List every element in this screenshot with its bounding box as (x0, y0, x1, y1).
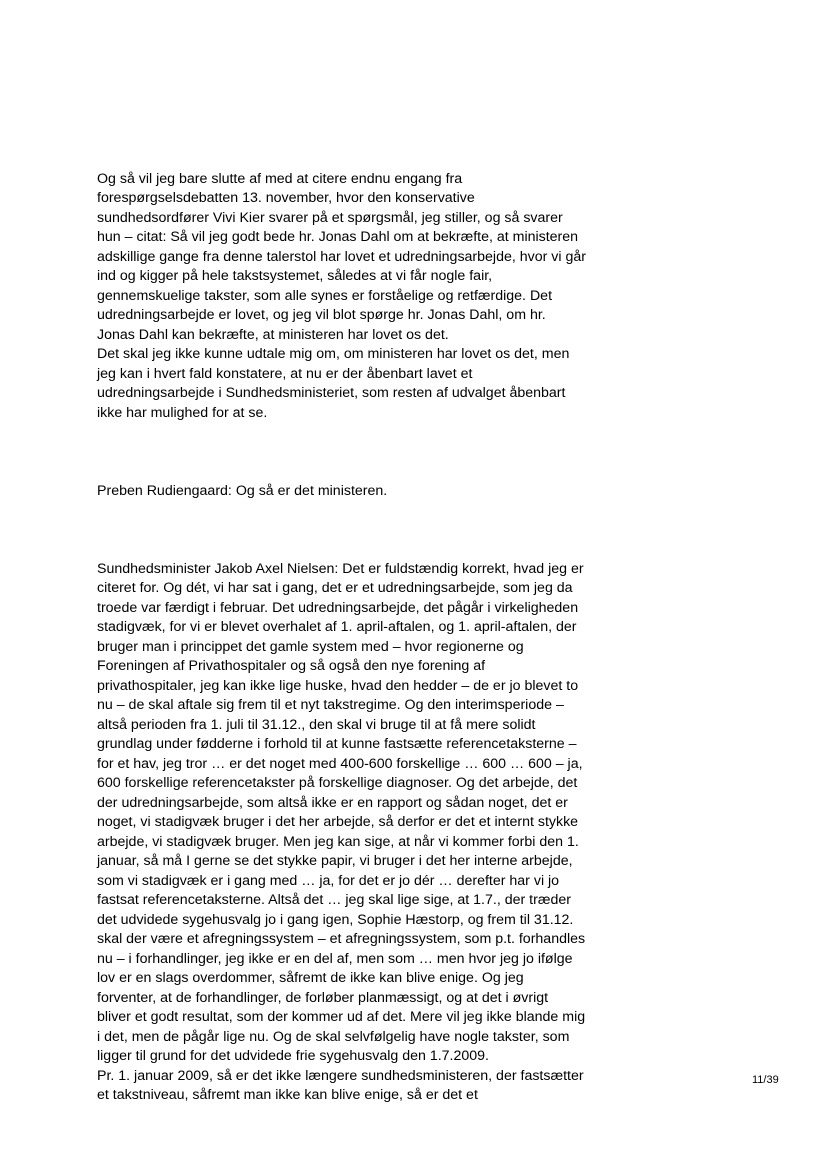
paragraph-quote-citation: Og så vil jeg bare slutte af med at citere endnu engang fra forespørgselsdebatten 13. november, hvor den konservative sundhedsordfører Vivi Kier svarer på et spørgsmål, jeg stiller, og så svarer hun – citat: Så vil jeg godt bede hr. Jonas Dahl om at bekræfte, at ministeren adskillige gange fra denne talerstol har lovet et udredningsarbejde, hvor vi går ind og kigger på hele takstsystemet, således at vi får nogle fair, gennemskuelige takster, som alle synes er forståelige og retfærdige. Det udredningsarbejde er lovet, og jeg vil blot spørge hr. Jonas Dahl, om hr. Jonas Dahl kan bekræfte, at ministeren har lovet os det. Det skal jeg ikke kunne udtale mig om, om ministeren har lovet os det, men jeg kan i hvert fald konstatere, at nu er der åbenbart lavet et udredningsarbejde i Sundhedsministeriet, som resten af udvalget åbenbart ikke har mulighed for at se. (97, 170, 586, 421)
paragraph-spacer (97, 521, 597, 541)
document-body (97, 150, 597, 1125)
paragraph-spacer (97, 443, 597, 463)
paragraph-minister-answer: Sundhedsminister Jakob Axel Nielsen: Det er fuldstændig korrekt, hvad jeg er citeret for. Og dét, vi har sat i gang, det er et udredningsarbejde, som jeg da troede var færdigt i februar. Det udredningsarbejde, det pågår i virkeligheden stadigvæk, for vi er blevet overhalet af 1. april-aftalen, og 1. april-aftalen, der bruger man i princippet det gamle system med – hvor regionerne og Foreningen af Privathospitaler og så også den nye forening af privathospitaler, jeg kan ikke lige huske, hvad den hedder – de er jo blevet to nu – de skal aftale sig frem til et nyt takstregime. Og den interimsperiode – altså perioden fra 1. juli til 31.12., den skal vi bruge til at få mere solidt grundlag under fødderne i forhold til at kunne fastsætte referencetaksterne – for et hav, jeg tror … er det noget med 400-600 forskellige … 600 … 600 – ja, 600 forskellige referencetakster på forskellige diagnoser. Og det arbejde, det der udredningsarbejde, som altså ikke er en rapport og sådan noget, det er noget, vi stadigvæk bruger i det her arbejde, så derfor er det et internt stykke arbejde, vi stadigvæk bruger. Men jeg kan sige, at når vi kommer forbi den 1. januar, så må I gerne se det stykke papir, vi bruger i det her interne arbejde, som vi stadigvæk er i gang med … ja, for det er jo dér … derefter har vi jo fastsat referencetaksterne. Altså det … jeg skal lige sige, at 1.7., der træder det udvidede sygehusvalg jo i gang igen, Sophie Hæstorp, og frem til 31.12. skal der være et afregningssystem – et afregningssystem, som p.t. forhandles nu – i forhandlinger, jeg ikke er en del af, men som … men hvor jeg jo ifølge lov er en slags overdommer, såfremt de ikke kan blive enige. Og jeg forventer, at de forhandlinger, de forløber planmæssigt, og at det i øvrigt bliver et godt resultat, som der kommer ud af det. Mere vil jeg ikke blande mig i det, men de pågår lige nu. Og de skal selvfølgelig have nogle takster, som ligger til grund for det udvidede frie sygehusvalg den 1.7.2009. Pr. 1. januar 2009, så er det ikke længere sundhedsministeren, der fastsætter et takstniveau, såfremt man ikke kan blive enige, så er det et (97, 560, 586, 1103)
page-number: 11/39 (752, 1074, 779, 1086)
paragraph-chair-remark: Preben Rudiengaard: Og så er det ministeren. (97, 482, 388, 499)
